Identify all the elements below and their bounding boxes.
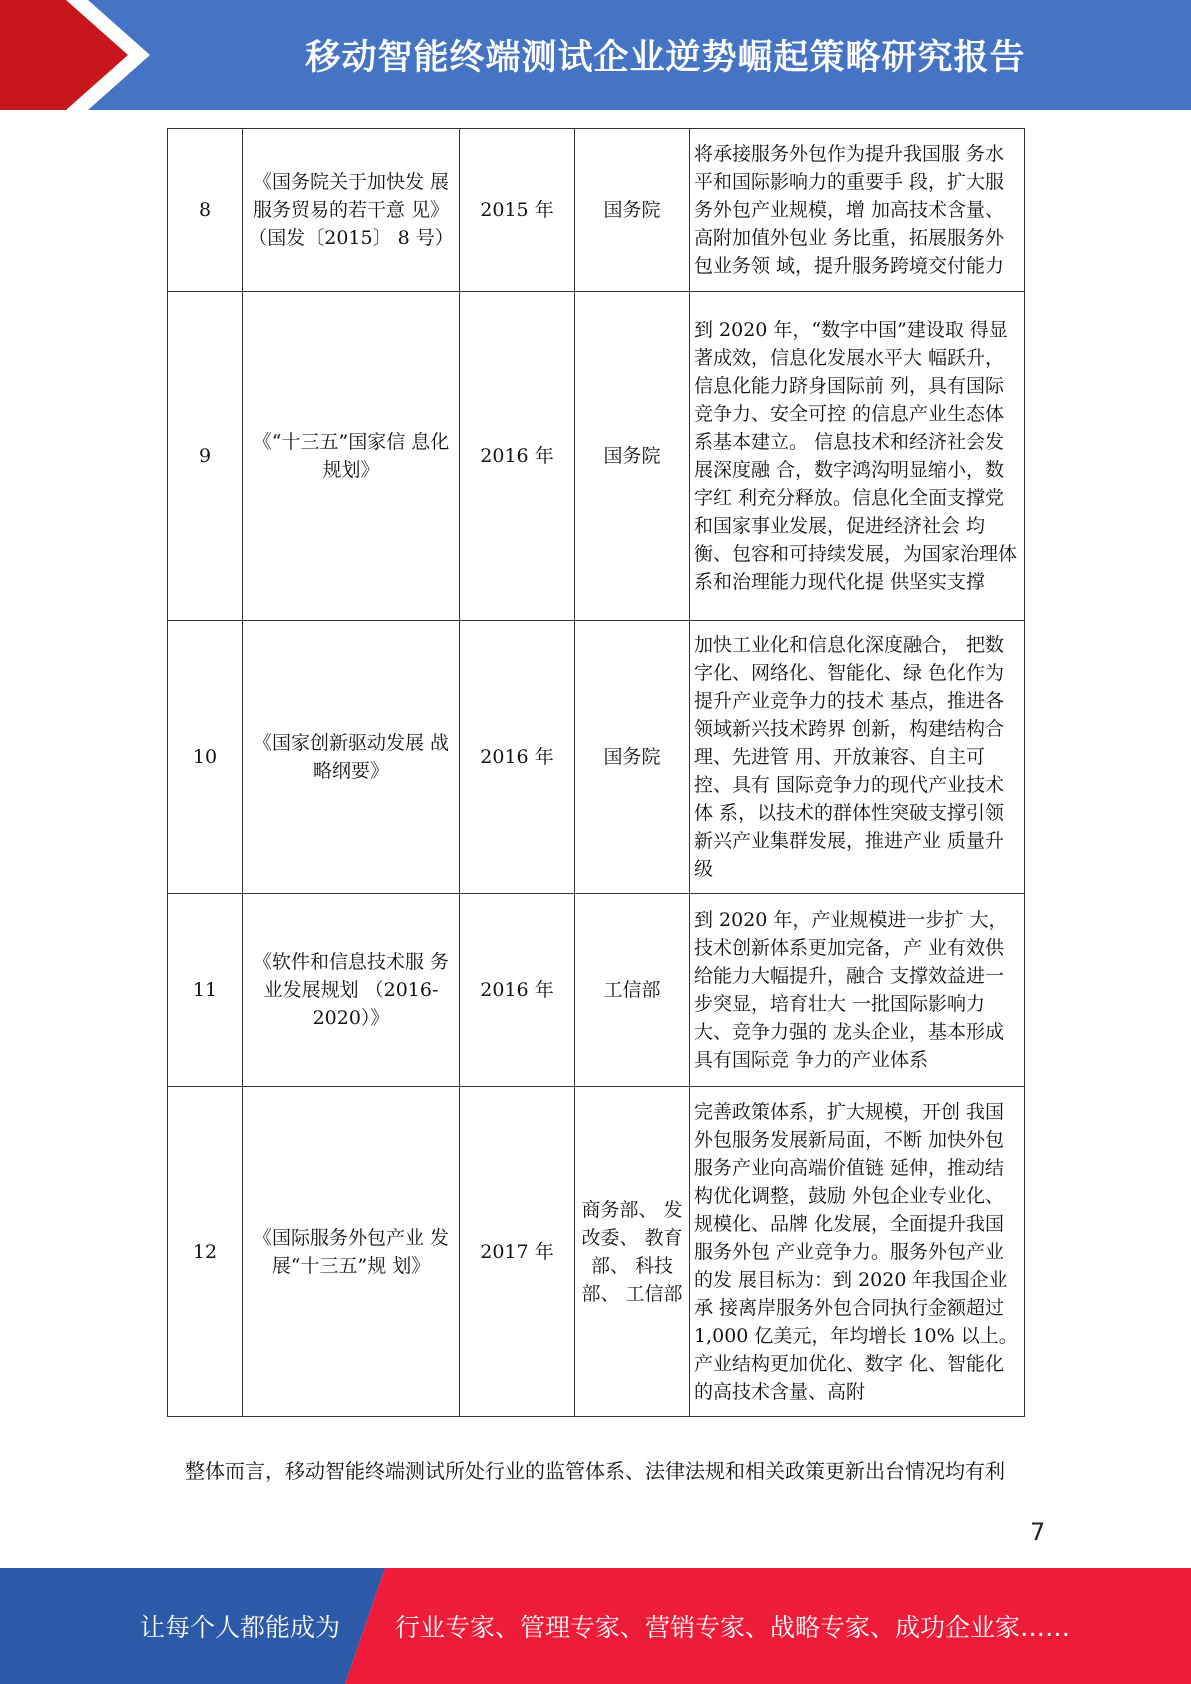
policy-description: 完善政策体系，扩大规模，开创 我国外包服务发展新局面，不断 加快外包服务产业向高端价值链 延伸，推动结构优化调整，鼓励 外包企业专业化、规模化、品牌 化发展，全面提升我国服务外包 产业竞争力。服务外包产业的发 展目标为：到 2020 年我国企业承 接离岸服务外包合同执行金额超过 1,000 亿美元，年均增长 10% 以上。产业结构更加优化、数字 化、智能化的高技术含量、高附 xyxy=(690,1087,1025,1417)
policy-description: 到 2020 年，“数字中国”建设取 得显著成效，信息化发展水平大 幅跃升，信息化能力跻身国际前 列，具有国际竞争力、安全可控 的信息产业生态体系基本建立。 信息技术和经济社会发展深度融 合，数字鸿沟明显缩小，数字红 利充分释放。信息化全面支撑党 和国家事业发展，促进经济社会 均衡、包容和可持续发展，为国家治理体系和治理能力现代化提 供坚实支撑 xyxy=(690,292,1025,621)
table-row xyxy=(168,1087,1025,1417)
row-number: 8 xyxy=(168,129,243,292)
policy-description: 加快工业化和信息化深度融合， 把数字化、网络化、智能化、绿 色化作为提升产业竞争力的技术 基点，推进各领域新兴技术跨界 创新，构建结构合理、先进管 用、开放兼容、自主可控、具有 国际竞争力的现代产业技术体 系，以技术的群体性突破支撑引领新兴产业集群发展，推进产业 质量升级 xyxy=(690,621,1025,894)
page-number: 7 xyxy=(1030,1518,1046,1546)
table-row xyxy=(168,894,1025,1087)
header-chevron-decoration xyxy=(0,0,150,110)
policy-name: 《“十三五”国家信 息化规划》 xyxy=(243,292,460,621)
policy-description: 将承接服务外包作为提升我国服 务水平和国际影响力的重要手 段，扩大服务外包产业规模，增 加高技术含量、高附加值外包业 务比重，拓展服务外包业务领 域，提升服务跨境交付能力 xyxy=(690,129,1025,292)
policy-year: 2015 年 xyxy=(460,129,575,292)
row-number: 12 xyxy=(168,1087,243,1417)
issuing-org: 工信部 xyxy=(575,894,690,1087)
body-paragraph: 整体而言，移动智能终端测试所处行业的监管体系、法律法规和相关政策更新出台情况均有利 xyxy=(185,1459,1005,1483)
table-row xyxy=(168,129,1025,292)
footer-slogan-left: 让每个人都能成为 xyxy=(140,1613,341,1642)
issuing-org: 国务院 xyxy=(575,621,690,894)
issuing-org: 商务部、 发改委、 教育部、 科技部、 工信部 xyxy=(575,1087,690,1417)
policy-name: 《软件和信息技术服 务业发展规划 （2016-2020）》 xyxy=(243,894,460,1087)
row-number: 11 xyxy=(168,894,243,1087)
page-header xyxy=(0,0,1191,110)
table-row xyxy=(168,621,1025,894)
policy-year: 2017 年 xyxy=(460,1087,575,1417)
issuing-org: 国务院 xyxy=(575,292,690,621)
table-row xyxy=(168,292,1025,621)
policy-name: 《国家创新驱动发展 战略纲要》 xyxy=(243,621,460,894)
page-footer xyxy=(0,1568,1191,1684)
policy-name: 《国务院关于加快发 展服务贸易的若干意 见》（国发〔2015〕 8 号） xyxy=(243,129,460,292)
policy-description: 到 2020 年，产业规模进一步扩 大，技术创新体系更加完备，产 业有效供给能力大幅提升，融合 支撑效益进一步突显，培育壮大 一批国际影响力大、竞争力强的 龙头企业，基本形成具有国际竞 争力的产业体系 xyxy=(690,894,1025,1087)
footer-slogan-right: 行业专家、管理专家、营销专家、战略专家、成功企业家…… xyxy=(395,1613,1071,1642)
policy-year: 2016 年 xyxy=(460,292,575,621)
policy-year: 2016 年 xyxy=(460,621,575,894)
report-title: 移动智能终端测试企业逆势崛起策略研究报告 xyxy=(305,38,1026,78)
policy-year: 2016 年 xyxy=(460,894,575,1087)
issuing-org: 国务院 xyxy=(575,129,690,292)
row-number: 9 xyxy=(168,292,243,621)
policy-table xyxy=(167,128,1025,1417)
row-number: 10 xyxy=(168,621,243,894)
policy-name: 《国际服务外包产业 发展“十三五”规 划》 xyxy=(243,1087,460,1417)
